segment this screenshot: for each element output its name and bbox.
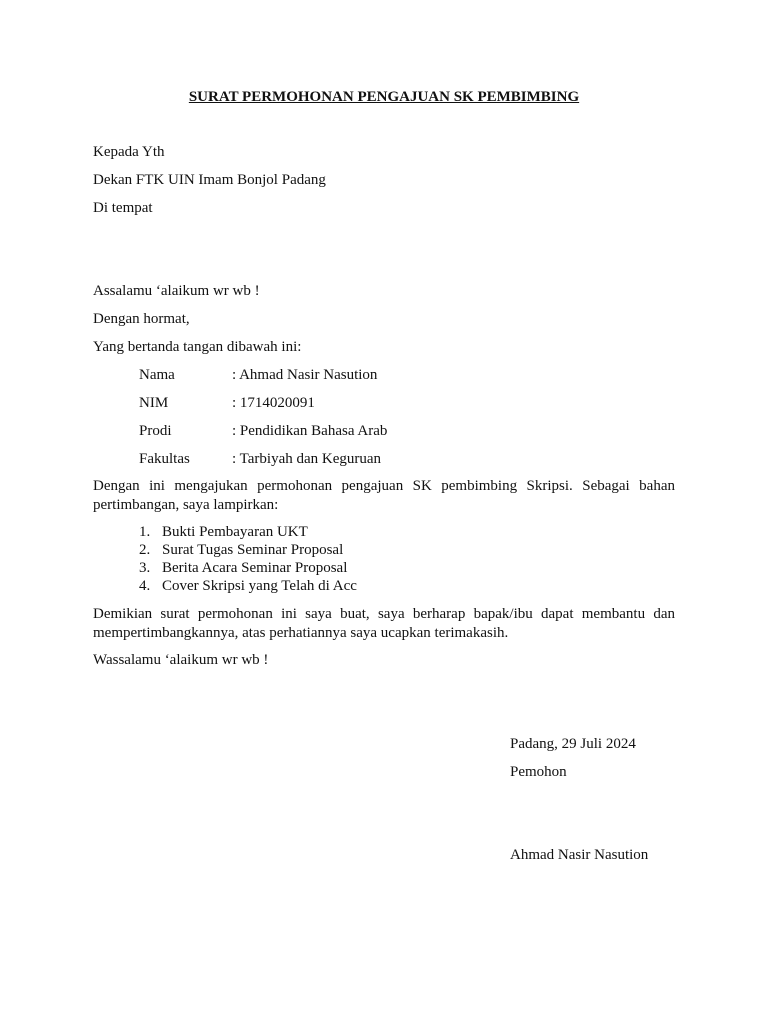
- list-item: Surat Tugas Seminar Proposal: [162, 542, 344, 558]
- signature-role: Pemohon: [510, 764, 567, 780]
- recipient-line-2: Dekan FTK UIN Imam Bonjol Padang: [93, 172, 326, 188]
- field-label-fakultas: Fakultas: [139, 451, 190, 467]
- recipient-line-1: Kepada Yth: [93, 144, 165, 160]
- salutation: Dengan hormat,: [93, 311, 190, 327]
- field-value-fakultas: : Tarbiyah dan Keguruan: [232, 451, 382, 467]
- closing-greeting: Wassalamu ‘alaikum wr wb !: [93, 652, 269, 668]
- list-item-number: 3.: [139, 560, 151, 576]
- list-item: Cover Skripsi yang Telah di Acc: [162, 578, 357, 594]
- list-item-number: 2.: [139, 542, 151, 558]
- field-label-nim: NIM: [139, 395, 169, 411]
- list-item: Bukti Pembayaran UKT: [162, 524, 308, 540]
- letter-title: SURAT PERMOHONAN PENGAJUAN SK PEMBIMBING: [188, 89, 580, 105]
- field-label-nama: Nama: [139, 367, 175, 383]
- recipient-line-3: Di tempat: [93, 200, 153, 216]
- field-label-prodi: Prodi: [139, 423, 172, 439]
- body-paragraph: Dengan ini mengajukan permohonan pengajuan SK pembimbing Skripsi. Sebagai bahan pertimbangan, saya lampirkan:: [93, 478, 675, 513]
- list-item: Berita Acara Seminar Proposal: [162, 560, 348, 576]
- list-item-number: 4.: [139, 578, 151, 594]
- intro-line: Yang bertanda tangan dibawah ini:: [93, 339, 302, 355]
- opening-greeting: Assalamu ‘alaikum wr wb !: [93, 283, 260, 299]
- field-value-nama: : Ahmad Nasir Nasution: [232, 367, 378, 383]
- signature-place-date: Padang, 29 Juli 2024: [510, 736, 636, 752]
- list-item-number: 1.: [139, 524, 151, 540]
- signature-name: Ahmad Nasir Nasution: [510, 847, 649, 863]
- field-value-nim: : 1714020091: [232, 395, 315, 411]
- field-value-prodi: : Pendidikan Bahasa Arab: [232, 423, 388, 439]
- closing-paragraph: Demikian surat permohonan ini saya buat, saya berharap bapak/ibu dapat membantu dan mempertimbangkannya, atas perhatiannya saya ucapkan terimakasih.: [93, 606, 675, 641]
